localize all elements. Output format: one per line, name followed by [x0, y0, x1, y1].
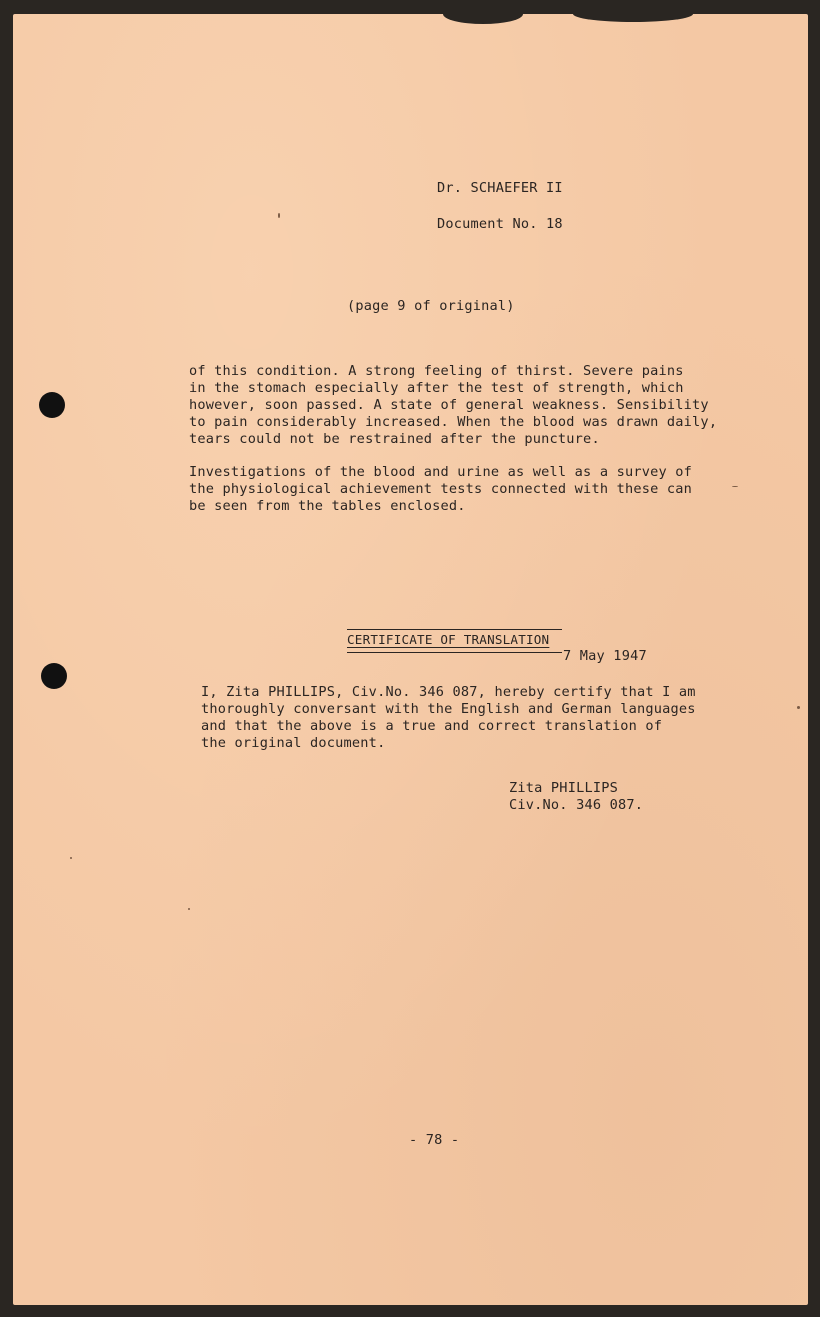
certificate-title: CERTIFICATE OF TRANSLATION [347, 632, 550, 647]
defendant-heading: Dr. SCHAEFER II [437, 180, 563, 196]
text-line: the physiological achievement tests connected with these can [189, 481, 693, 497]
torn-edge [573, 14, 693, 22]
text-line: I, Zita PHILLIPS, Civ.No. 346 087, hereby certify that I am [201, 684, 696, 700]
page-reference: (page 9 of original) [347, 298, 515, 314]
translator-name: Zita PHILLIPS [509, 780, 618, 796]
certificate-title-underline [347, 652, 562, 653]
document-number: Document No. 18 [437, 216, 563, 232]
text-line: the original document. [201, 735, 386, 751]
text-line: in the stomach especially after the test of strength, which [189, 380, 684, 396]
paper-speck [797, 706, 800, 709]
paper-speck [70, 857, 72, 859]
paper-speck [188, 908, 190, 910]
page-number: - 78 - [409, 1132, 460, 1148]
text-line: thoroughly conversant with the English and German languages [201, 701, 696, 717]
text-line: of this condition. A strong feeling of thirst. Severe pains [189, 363, 684, 379]
punch-hole [41, 663, 67, 689]
torn-edge [443, 14, 523, 24]
punch-hole [39, 392, 65, 418]
text-line: Investigations of the blood and urine as well as a survey of [189, 464, 693, 480]
certificate-title-overline [347, 629, 562, 630]
text-line: tears could not be restrained after the puncture. [189, 431, 600, 447]
text-line: be seen from the tables enclosed. [189, 498, 466, 514]
translator-civ-no: Civ.No. 346 087. [509, 797, 644, 813]
text-line: and that the above is a true and correct translation of [201, 718, 663, 734]
paper-speck [732, 486, 738, 487]
certificate-date: 7 May 1947 [563, 648, 647, 664]
text-line: however, soon passed. A state of general weakness. Sensibility [189, 397, 709, 413]
document-page [13, 14, 808, 1305]
paper-speck [278, 213, 280, 218]
text-line: to pain considerably increased. When the blood was drawn daily, [189, 414, 718, 430]
